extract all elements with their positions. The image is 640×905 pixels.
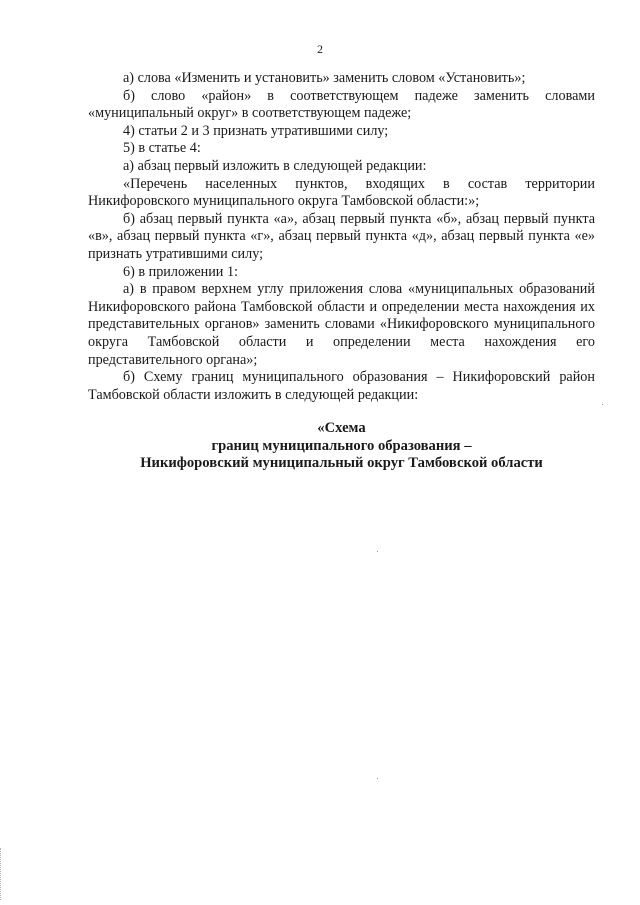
scan-speck — [377, 551, 378, 552]
paragraph-articles-void: 4) статьи 2 и 3 признать утратившими силу; — [123, 122, 389, 139]
paragraph-first-abzac: а) абзац первый изложить в следующей редакции: — [123, 157, 427, 174]
document-body — [88, 70, 595, 404]
scheme-heading-line-2: границ муниципального образования – — [211, 437, 472, 454]
paragraph-settlements-list: «Перечень населенных пунктов, входящих в состав территории Никифоровского муниципального округа Тамбовской области:»; — [88, 175, 595, 210]
paragraph-upper-corner: а) в правом верхнем углу приложения слова «муниципальных образований Никифоровского района Тамбовской области и определении места нахождения их представительных органов» заменить словами «Никифоровского муниципального округа Тамбовской области и определении места нахождения его представительного органа»; — [88, 281, 595, 368]
scheme-heading-line-3: Никифоровский муниципальный округ Тамбовской области — [140, 455, 543, 472]
page-number: 2 — [317, 42, 323, 56]
scan-speck — [602, 404, 603, 405]
paragraph-boundary-scheme: б) Схему границ муниципального образования – Никифоровский район Тамбовской области изложить в следующей редакции: — [88, 369, 595, 403]
scan-edge-mark — [0, 848, 4, 900]
scheme-heading-line-1: «Схема — [317, 420, 366, 436]
scan-speck — [377, 778, 378, 779]
paragraph-clauses-void: б) абзац первый пункта «а», абзац первый пункта «б», абзац первый пункта «в», абзац первый пункта «г», абзац первый пункта «д», абзац первый пункта «е» признать утратившими силу; — [88, 210, 595, 262]
paragraph-replace-district: б) слово «район» в соответствующем падеже заменить словами «муниципальный округ» в соответствующем падеже; — [88, 87, 595, 122]
scheme-heading — [88, 420, 595, 473]
paragraph-replace-word: а) слова «Изменить и установить» заменить словом «Установить»; — [123, 70, 526, 86]
paragraph-appendix-1: 6) в приложении 1: — [123, 263, 238, 280]
paragraph-article-4: 5) в статье 4: — [123, 140, 201, 157]
